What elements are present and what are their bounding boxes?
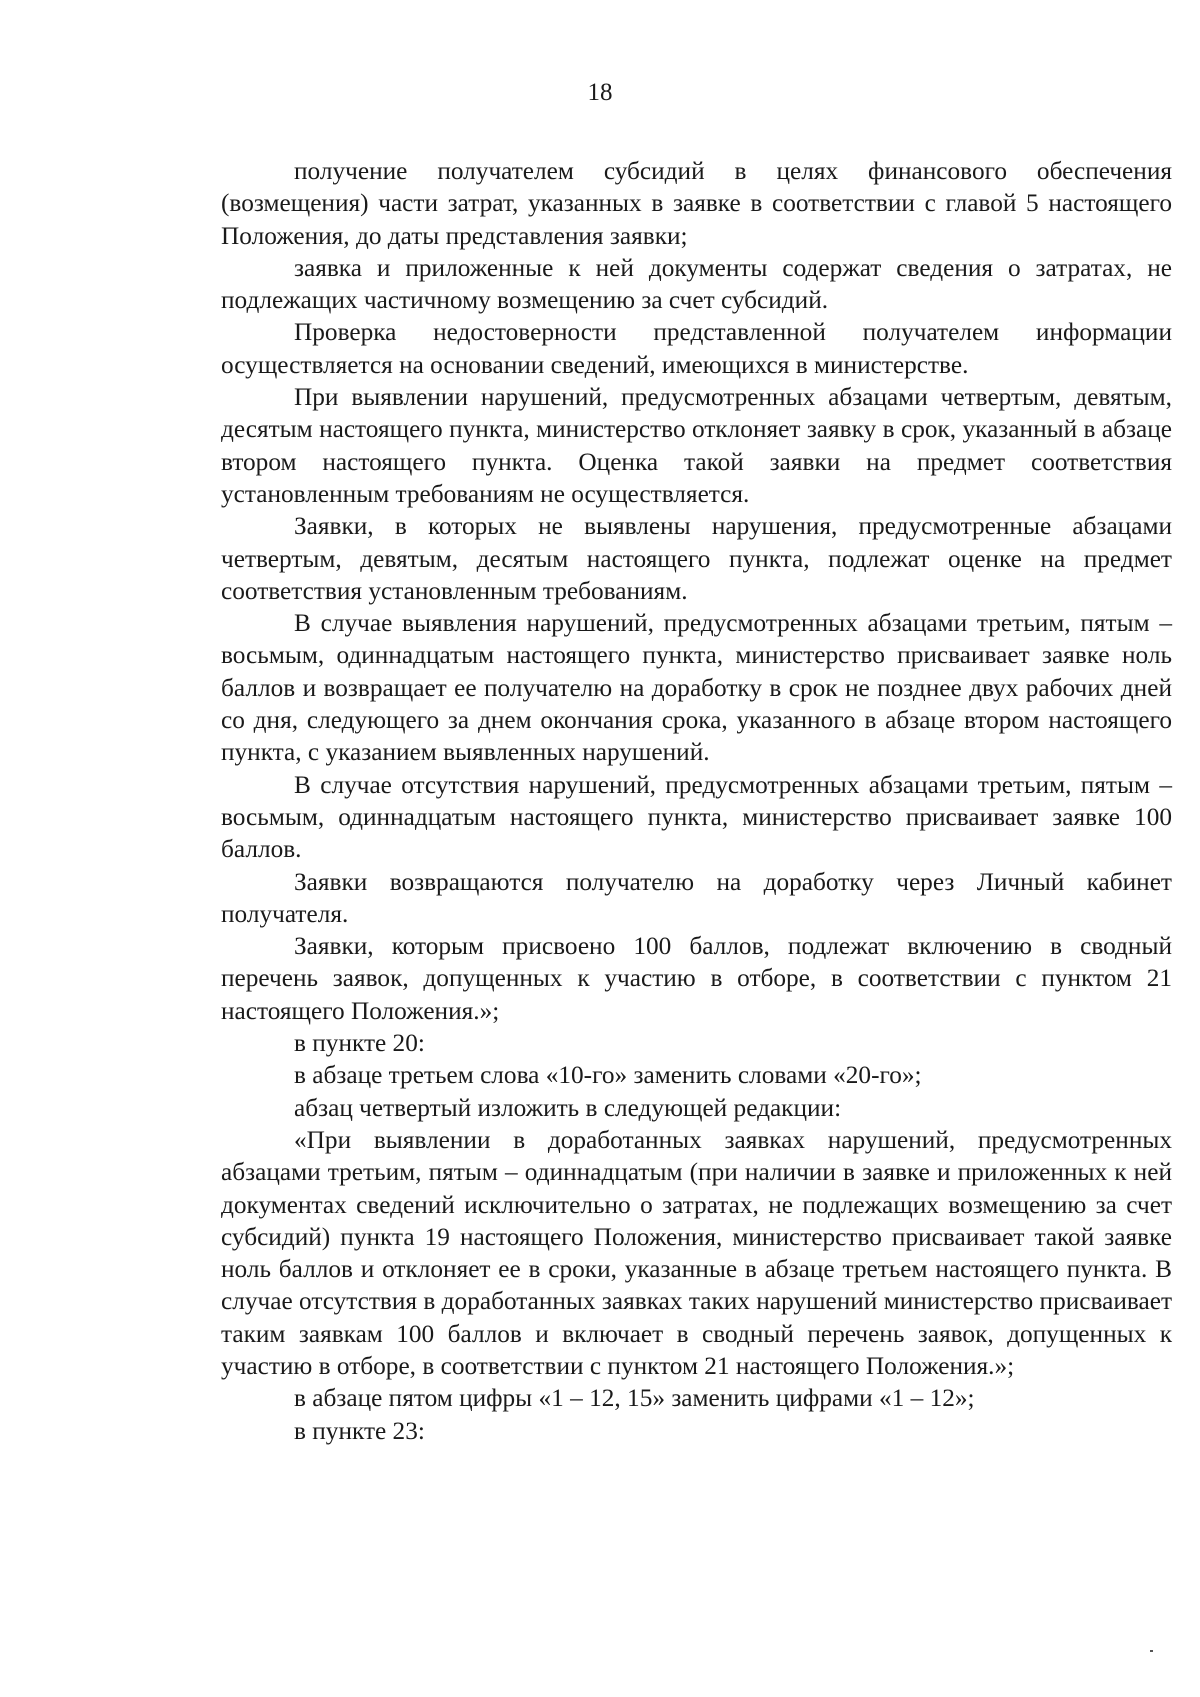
paragraph: получение получателем субсидий в целях финансового обеспечения (возмещения) части затрат, указанных в заявке в соответствии с главой 5 настоящего Положения, до даты представления заявки;: [221, 157, 1172, 250]
paragraph: Проверка недостоверности представленной получателем информации осуществляется на основании сведений, имеющихся в министерстве.: [221, 318, 1172, 379]
paragraph: в пункте 23:: [294, 1416, 425, 1445]
paragraph: в абзаце третьем слова «10-го» заменить словами «20-го»;: [294, 1061, 922, 1090]
paragraph: Заявки, которым присвоено 100 баллов, подлежат включению в сводный перечень заявок, допущенных к участию в отборе, в соответствии с пунктом 21 настоящего Положения.»;: [221, 932, 1172, 1025]
paragraph: заявка и приложенные к ней документы содержат сведения о затратах, не подлежащих частичному возмещению за счет субсидий.: [221, 253, 1172, 315]
paragraph: «При выявлении в доработанных заявках нарушений, предусмотренных абзацами третьим, пятым – одиннадцатым (при наличии в заявке и приложенных к ней документах сведений исключительно о затратах, не подлежащих возмещению за счет субсидий) пункта 19 настоящего Положения, министерство присваивает такой заявке ноль баллов и отклоняет ее в сроки, указанные в абзаце третьем настоящего пункта. В случае отсутствия в доработанных заявках таких нарушений министерство присваивает таким заявкам 100 баллов и включает в сводный перечень заявок, допущенных к участию в отборе, в соответствии с пунктом 21 настоящего Положения.»;: [221, 1125, 1172, 1380]
paragraph: В случае отсутствия нарушений, предусмотренных абзацами третьим, пятым – восьмым, одиннадцатым настоящего пункта, министерство присваивает заявке 100 баллов.: [221, 770, 1172, 864]
paragraph: При выявлении нарушений, предусмотренных абзацами четвертым, девятым, десятым настоящего пункта, министерство отклоняет заявку в срок, указанный в абзаце втором настоящего пункта. Оценка такой заявки на предмет соответствия установленным требованиям не осуществляется.: [221, 383, 1172, 508]
page-number: 18: [587, 79, 613, 106]
paragraph: в абзаце пятом цифры «1 – 12, 15» заменить цифрами «1 – 12»;: [294, 1384, 975, 1413]
paragraph: Заявки возвращаются получателю на доработку через Личный кабинет получателя.: [221, 867, 1172, 928]
scan-speck: [1150, 1650, 1153, 1652]
document-body: [221, 155, 1172, 1447]
paragraph: в пункте 20:: [294, 1029, 425, 1058]
paragraph: абзац четвертый изложить в следующей редакции:: [294, 1093, 842, 1122]
paragraph: В случае выявления нарушений, предусмотренных абзацами третьим, пятым – восьмым, одиннадцатым настоящего пункта, министерство присваивает заявке ноль баллов и возвращает ее получателю на доработку в срок не позднее двух рабочих дней со дня, следующего за днем окончания срока, указанного в абзаце втором настоящего пункта, с указанием выявленных нарушений.: [221, 609, 1172, 767]
paragraph: Заявки, в которых не выявлены нарушения, предусмотренные абзацами четвертым, девятым, десятым настоящего пункта, подлежат оценке на предмет соответствия установленным требованиям.: [221, 512, 1172, 605]
